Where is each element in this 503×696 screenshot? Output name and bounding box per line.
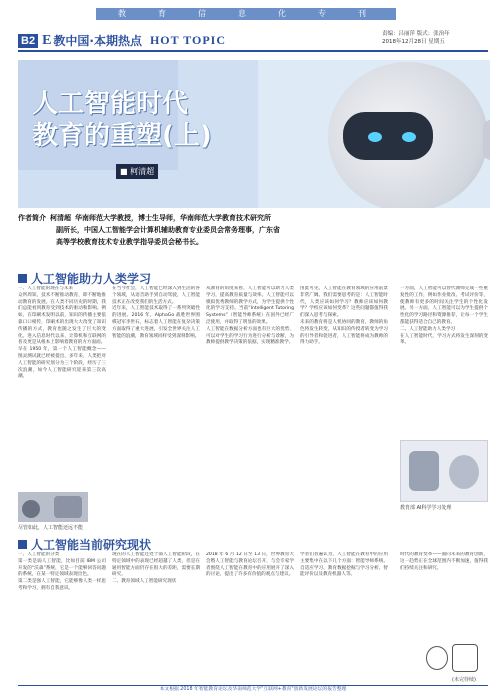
author-intro <box>18 208 490 265</box>
robot-ear <box>483 120 490 160</box>
author-bio: 华南师范大学教授，博士生导师，华南师范大学教育技术研究所 <box>75 214 271 222</box>
section-heading-2 <box>18 536 151 553</box>
illustration-shape <box>426 646 448 670</box>
date-line: 2018年12月28日 星期五 <box>382 39 445 45</box>
page-number: B2 <box>18 34 38 48</box>
photo-shape <box>54 496 82 518</box>
band-char: 教 <box>118 9 126 18</box>
author-bio: 高等学校教育技术专业教学指导委员会秘书长。 <box>56 238 203 246</box>
text-column: 2018 年 6 月 12 日至 13 日，世界教育大会暨人工智能与教育论坛召开，与会专家学者围绕人工智能在教育中的应用展开了深入的讨论，提出了许多有价值的观点与建议。 <box>206 552 294 578</box>
band-char: 信 <box>198 9 206 18</box>
section-heading-text: 人工智能助力人类学习 <box>31 272 152 286</box>
band-char: 化 <box>278 9 286 18</box>
e-logo-icon: E <box>42 32 52 48</box>
author-name: 柯清超 <box>50 214 71 222</box>
header-band <box>96 8 396 20</box>
section-heading-text: 人工智能当前研究现状 <box>31 538 152 552</box>
article-title-line: 教育的重塑(上) <box>32 121 212 151</box>
article-title-line: 人工智能时代 <box>32 89 189 119</box>
band-char: 专 <box>318 9 326 18</box>
to-be-continued: (未完待续) <box>452 677 476 683</box>
text-column: 一方面，人工智能可以替代教师完成一些重复性的工作，例如作业批改、考试评价等，使教师有更多的时间关注学生的个性化发展。另一方面，人工智能可以为学生提供个性化的学习路径和资源推荐，让每一个学生都能获得适合自己的教育。 二、人工智能助力人类学习 在人工智能时代，学习方式将发生深刻的变革。 <box>400 286 488 346</box>
article-photo <box>18 492 88 522</box>
text-column: 由此可见，人工智能在教育领域的应用前景非常广阔。我们需要思考的是：人工智能时代，人类应该如何学习？教师应该如何教学？学校应该如何变革？这些问题都值得我们深入思考与探索。 未来的教育将是人机协同的教育，教师的角色将发生转变，从知识的传授者转变为学习的引导者和促进者，人工智能将成为教师的得力助手。 <box>300 286 388 346</box>
illustration-shape <box>409 451 439 491</box>
band-char: 育 <box>158 9 166 18</box>
page-footer <box>18 685 488 694</box>
band-char: 息 <box>238 9 246 18</box>
page-header <box>0 0 503 58</box>
text-column: 在当今社会，人工智能已经深入到生活的各个领域，从语音助手到自动驾驶，人工智能技术正在改变我们的生活方式。 近年来，人工智能技术取得了一系列突破性的进展。2016 年，AlphaGo 战胜世界围棋冠军李世石，标志着人工智能在复杂决策方面取得了重大进展，引发全世界关注人工智能的浪潮，教育领域同样受到深刻影响。 <box>112 286 200 339</box>
side-caption: 教育部 AI科学学习处理 <box>400 505 452 511</box>
side-illustration <box>400 440 488 502</box>
text-column: 时代的教育变革——面向未来的教育创新，这一趋势正在全球范围内不断加速，值得我们持续关注和研究。 <box>400 552 488 571</box>
masthead <box>18 32 226 49</box>
illustration-shape <box>449 455 479 489</box>
text-column: 一、人工智能的分类 第一类是弱人工智能，比如目前 IBM 公司开发的“沃森”系统，它是一个能够回答问题的系统，在某一特定领域表现出色。 第二类是强人工智能，它能够像人类一样思考和学习，拥有自我意识。 <box>18 552 106 591</box>
header-rule <box>18 50 488 52</box>
article-title <box>32 88 212 152</box>
author-label: 作者简介 <box>18 214 46 222</box>
section-heading-1 <box>18 270 151 287</box>
section-title-en: HOT TOPIC <box>149 33 226 47</box>
robot-face <box>343 112 433 160</box>
photo-shape <box>22 500 40 518</box>
illustration-shape <box>452 644 478 672</box>
author-bio: 副所长，中国人工智能学会计算机辅助教育专业委员会常务理事，广东省 <box>56 226 280 234</box>
section-marker-icon <box>18 540 27 549</box>
text-column: 一、人工智能的现在与未来 众所周知，技术不断推动教育，即不断地推动教育的发展。在人类不同历史的时期，我们总能看到教育受到技术的驱动和影响。例如，在印刷术发明以前，知识的传播主要依靠口口相传，印刷术的出现大大改变了知识传播的方式，教育也随之发生了巨大的变化。进入信息时代以来，计算机和互联网的普及更是从根本上影响着教育的方方面面。 早在 1950 年，第一个人工智能概念——图灵测试就已经被提出，多年来，人类把对人工智能的研究划分为三个阶段，经历了三次浪潮，如今人工智能研究迎来第三次高潮。 <box>18 286 106 380</box>
section-title: 教中国·本期热点 <box>53 34 142 48</box>
hero-banner <box>18 60 490 265</box>
robot-eye <box>368 132 382 142</box>
photo-caption: 尽管如此，人工智能还远不能 <box>18 525 84 531</box>
robot-eye <box>402 132 416 142</box>
band-char: 刊 <box>358 9 366 18</box>
byline: ■ 柯清超 <box>116 164 158 179</box>
edition-meta <box>382 30 450 46</box>
footer-note: 本文根据 2018 年智能教育论坛及华南师范大学"互联网+教育"创新发展论坛的报告整理 <box>159 687 347 692</box>
text-column: 现在的人工智能还处于弱人工智能阶段，在特定领域中的表现已经超越了人类，但是在通用智能方面仍存在很大的差距，需要长期研究。 二、教育领域人工智能研究现状 <box>112 552 200 585</box>
cartoon-illustration <box>418 640 486 680</box>
text-column: 学者们普遍认为，人工智能在教育中的应用主要集中在以下几个方面：智能导师系统、自适应学习、教育数据挖掘与学习分析、智能评价以及教育机器人等。 <box>300 552 388 578</box>
text-column: 从教育的角度来看，人工智能可以助力人类学习，提高教育质量与效率。人工智能可以模拟优秀教师的教学方式，为学生提供个性化的学习支持。当前“Intelligent Tutoring Systems”（智能导师系统）在国外已经广泛使用，并取得了明显的效果。 人工智能在数据分析方面也有巨大的优势，可以对学生的学习行为进行分析与诊断，为教师提供教学决策的依据，实现精准教学。 <box>206 286 294 346</box>
editor-line: 责编：吕丽萍 版式：张治年 <box>382 31 450 37</box>
section-marker-icon <box>18 274 27 283</box>
